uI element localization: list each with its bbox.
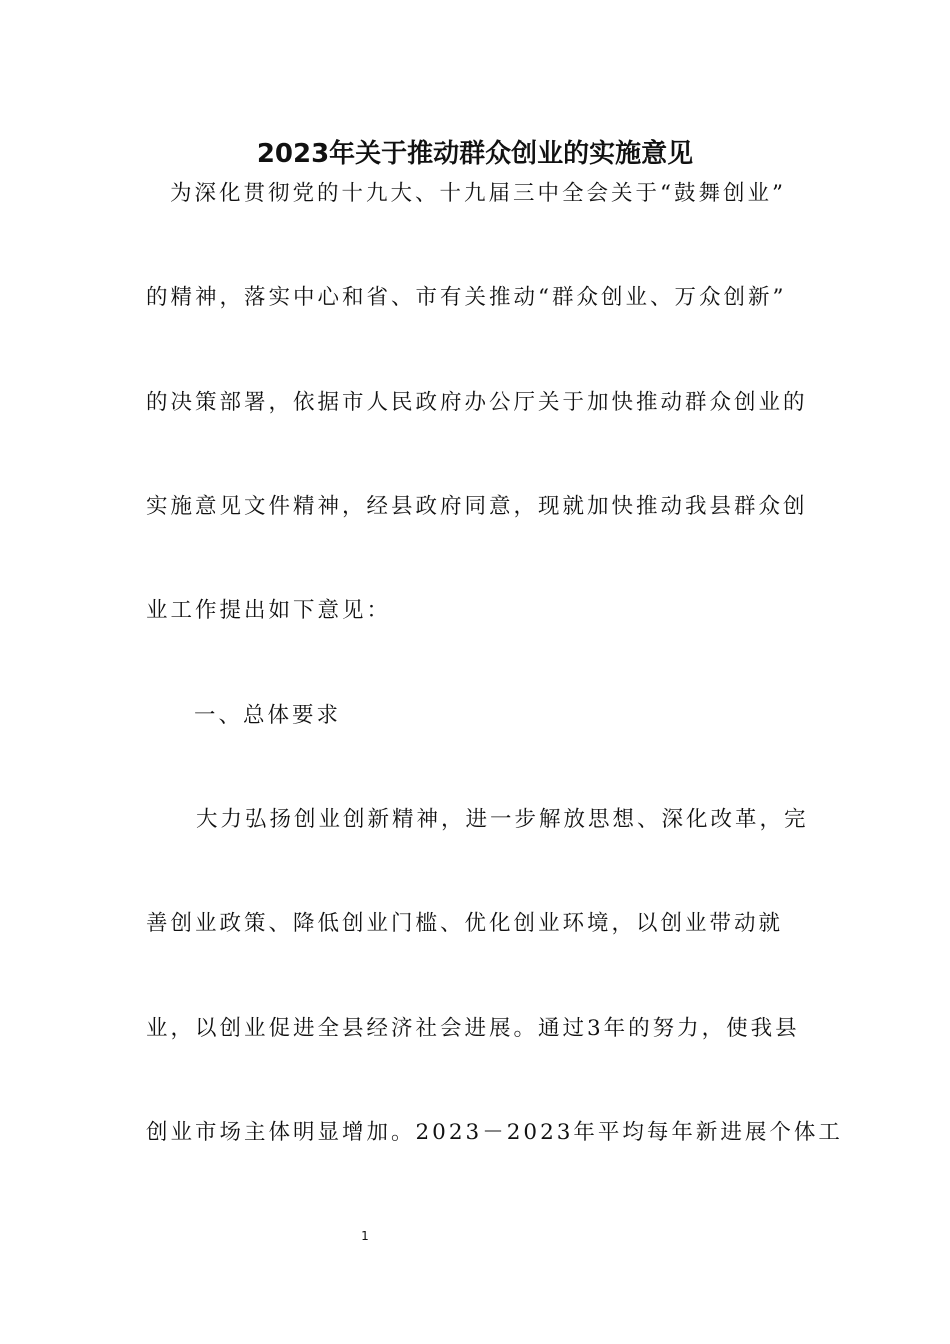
document-title: 2023年关于推动群众创业的实施意见: [256, 139, 694, 169]
section-heading: 一、总体要求: [194, 703, 342, 728]
page-number: 1: [361, 1229, 369, 1243]
text-line: 业，以创业促进全县经济社会进展。通过3年的努力，使我县: [146, 1016, 800, 1041]
text-line: 大力弘扬创业创新精神，进一步解放思想、深化改革，完: [196, 807, 809, 832]
text-line: 业工作提出如下意见：: [146, 598, 392, 623]
text-line: 创业市场主体明显增加。2023－2023年平均每年新进展个体工: [146, 1120, 843, 1145]
text-line: 的精神，落实中心和省、市有关推动“群众创业、万众创新”: [146, 285, 787, 310]
text-line: 实施意见文件精神，经县政府同意，现就加快推动我县群众创: [146, 494, 808, 519]
text-line: 为深化贯彻党的十九大、十九届三中全会关于“鼓舞创业”: [170, 181, 786, 206]
text-line: 善创业政策、降低创业门槛、优化创业环境，以创业带动就: [146, 911, 784, 936]
text-line: 的决策部署，依据市人民政府办公厅关于加快推动群众创业的: [146, 390, 808, 415]
